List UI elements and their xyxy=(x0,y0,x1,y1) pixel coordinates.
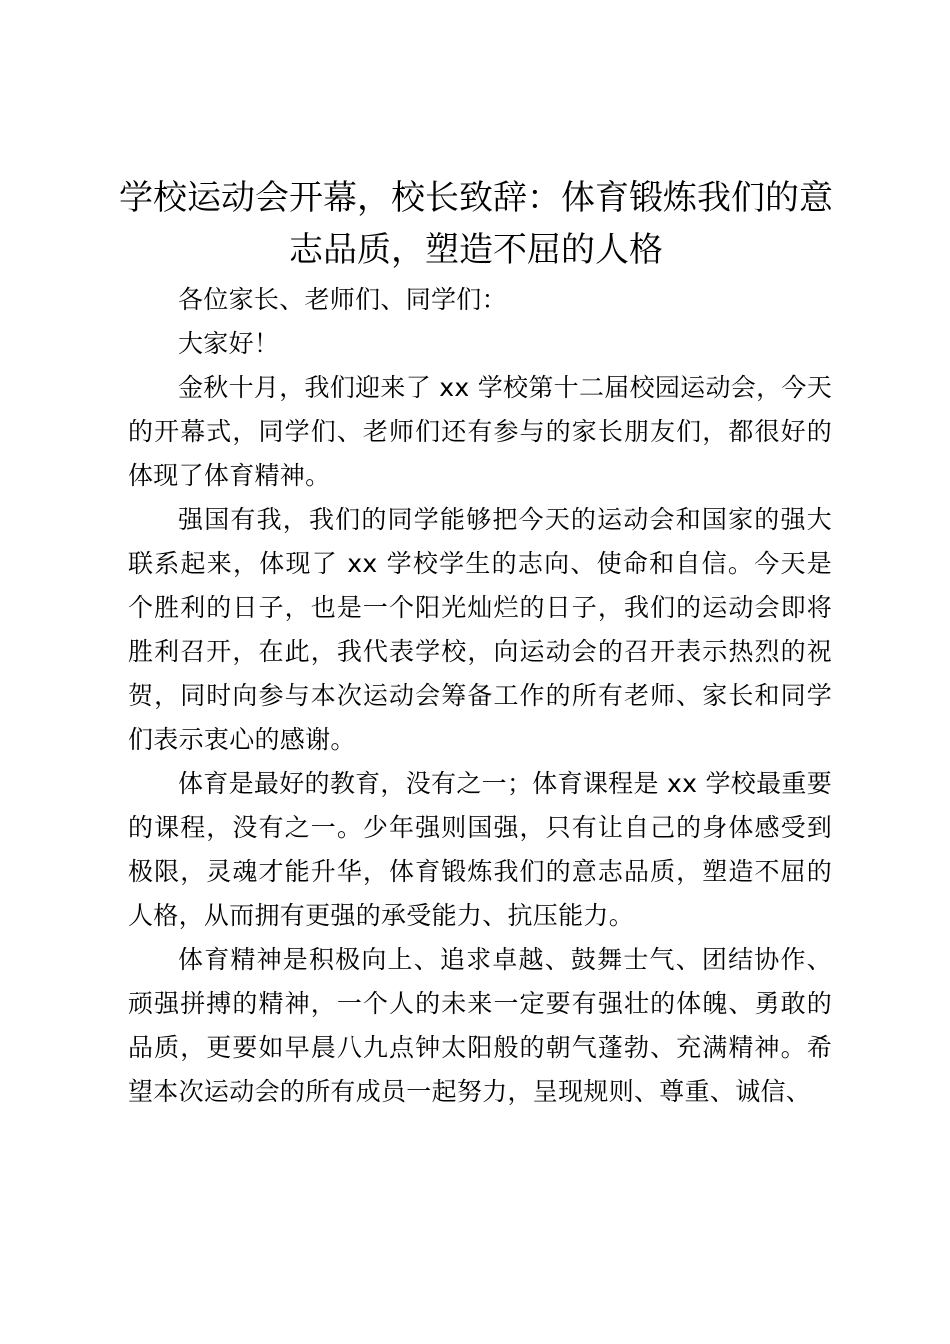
document-title: 学校运动会开幕，校长致辞：体育锻炼我们的意志品质，塑造不屈的人格 xyxy=(119,178,833,270)
greeting-paragraph: 各位家长、老师们、同学们： xyxy=(178,285,507,314)
body-paragraph: 体育精神是积极向上、追求卓越、鼓舞士气、团结协作、顽强拼搏的精神，一个人的未来一定要有强壮的体魄、勇敢的品质，更要如早晨八九点钟太阳般的朝气蓬勃、充满精神。希望本次运动会的所有成员一起努力，呈现规则、尊重、诚信、 xyxy=(128,945,832,1106)
document-body xyxy=(128,278,832,1114)
body-paragraph: 金秋十月，我们迎来了 xx 学校第十二届校园运动会，今天的开幕式，同学们、老师们还有参与的家长朋友们，都很好的体现了体育精神。 xyxy=(128,373,832,490)
body-paragraph: 强国有我，我们的同学能够把今天的运动会和国家的强大联系起来，体现了 xx 学校学生的志向、使命和自信。今天是个胜利的日子，也是一个阳光灿烂的日子，我们的运动会即将胜利召开，在此，我代表学校，向运动会的召开表示热烈的祝贺，同时向参与本次运动会筹备工作的所有老师、家长和同学们表示衷心的感谢。 xyxy=(128,505,832,754)
body-paragraph: 体育是最好的教育，没有之一；体育课程是 xx 学校最重要的课程，没有之一。少年强则国强，只有让自己的身体感受到极限，灵魂才能升华，体育锻炼我们的意志品质，塑造不屈的人格，从而拥有更强的承受能力、抗压能力。 xyxy=(128,769,832,930)
salutation-paragraph: 大家好！ xyxy=(178,329,280,358)
